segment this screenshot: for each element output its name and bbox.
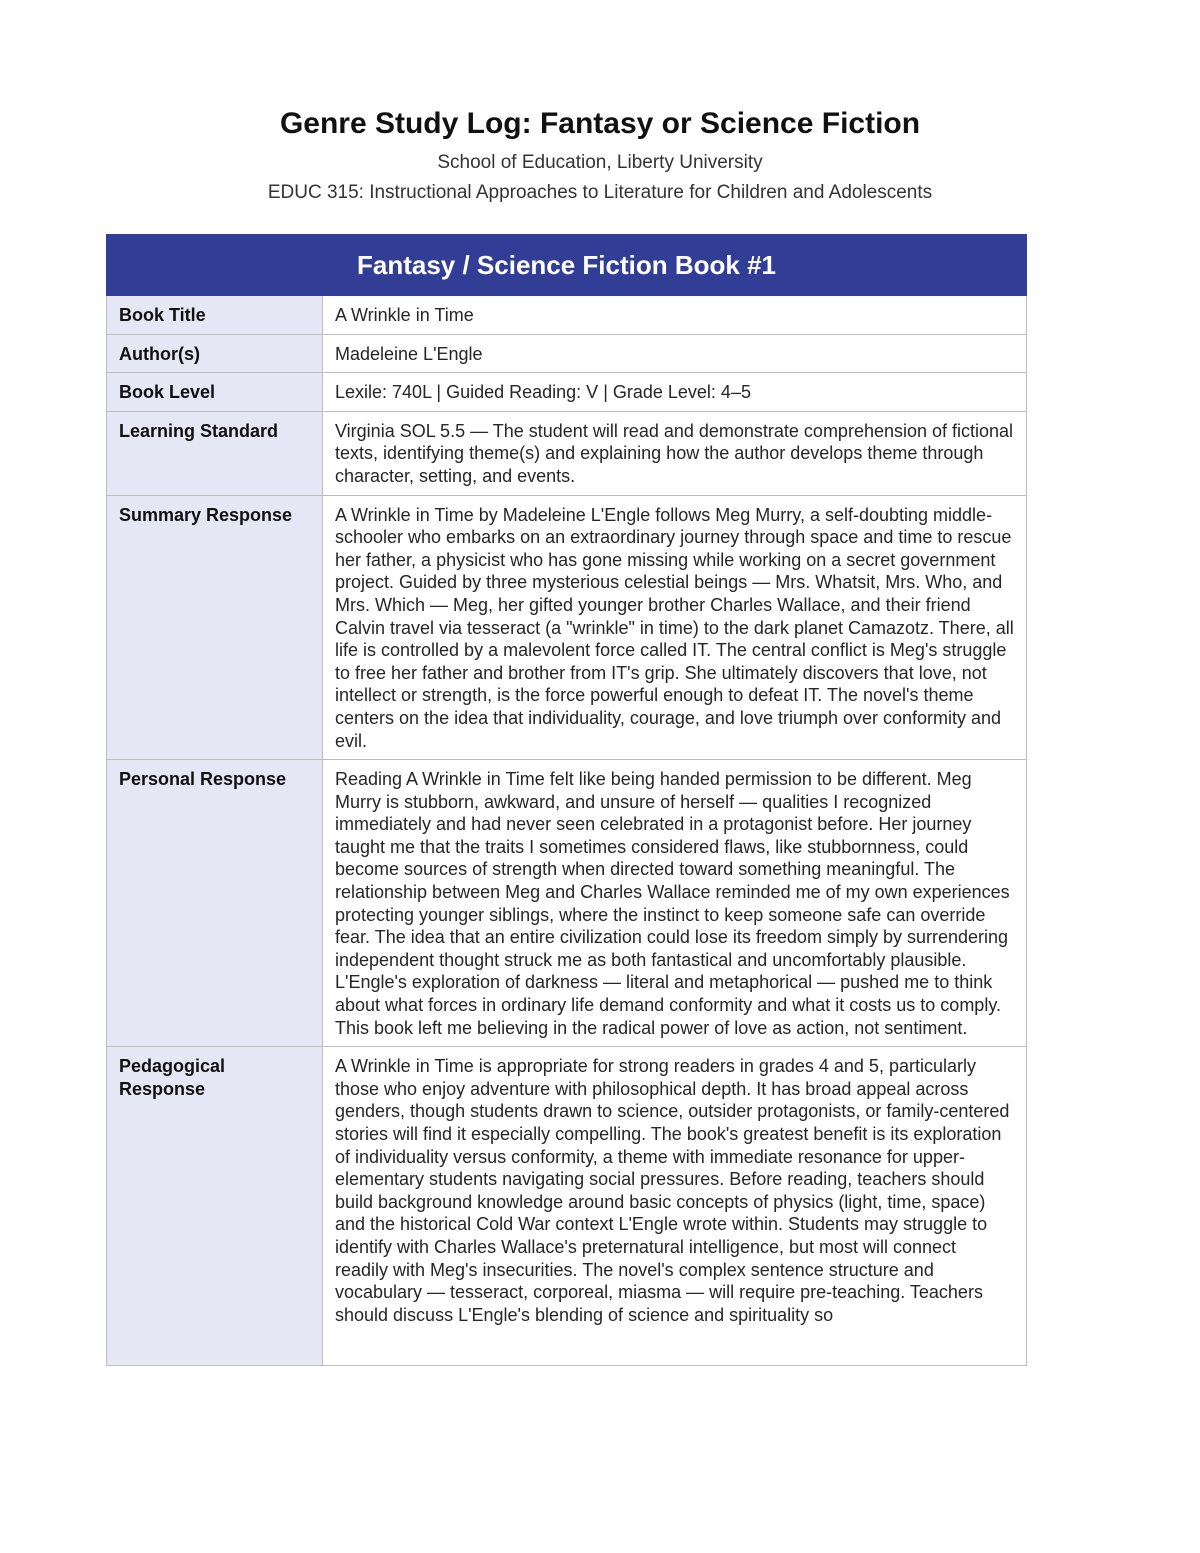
- table-banner-row: [107, 235, 1027, 296]
- table-row: [107, 373, 1027, 412]
- row-label-pedagogical-response: Pedagogical Response: [107, 1047, 323, 1366]
- document-header: [0, 104, 1200, 206]
- pedagogical-response-value: A Wrinkle in Time is appropriate for strong readers in grades 4 and 5, particularly those who enjoy adventure with philosophical depth. It has broad appeal across genders, though students drawn to science, outsider protagonists, or family-centered stories will find it especially compelling. The book's greatest benefit is its exploration of individuality versus conformity, a theme with immediate resonance for upper-elementary students navigating social pressures. Before reading, teachers should build background knowledge around basic concepts of physics (light, time, space) and the historical Cold War context L'Engle wrote within. Students may struggle to identify with Charles Wallace's preternatural intelligence, but most will connect readily with Meg's insecurities. The novel's complex sentence structure and vocabulary — tesseract, corporeal, miasma — will require pre-teaching. Teachers should discuss L'Engle's blending of science and spirituality so: [335, 1056, 1010, 1325]
- table-row: [107, 334, 1027, 373]
- book-level-value: Lexile: 740L | Guided Reading: V | Grade Level: 4–5: [323, 373, 1027, 412]
- school-name: School of Education, Liberty University: [437, 152, 763, 173]
- book-title-value: A Wrinkle in Time: [323, 296, 1027, 335]
- row-label-personal-response: Personal Response: [107, 760, 323, 1047]
- table-banner: Fantasy / Science Fiction Book #1: [107, 235, 1027, 296]
- row-label-summary-response: Summary Response: [107, 495, 323, 760]
- genre-log-table: [106, 234, 1027, 1366]
- table-row: [107, 1047, 1027, 1366]
- document-title: Genre Study Log: Fantasy or Science Fiction: [279, 107, 921, 140]
- learning-standard-value: Virginia SOL 5.5 — The student will read and demonstrate comprehension of fictional texts, identifying theme(s) and explaining how the author develops theme through character, setting, and events.: [323, 411, 1027, 495]
- row-label-authors: Author(s): [107, 334, 323, 373]
- row-label-book-level: Book Level: [107, 373, 323, 412]
- pedagogical-response-cell: [323, 1047, 1027, 1366]
- table-row: [107, 495, 1027, 760]
- summary-response-value: A Wrinkle in Time by Madeleine L'Engle follows Meg Murry, a self-doubting middle-schooler who embarks on an extraordinary journey through space and time to rescue her father, a physicist who has gone missing while working on a secret government project. Guided by three mysterious celestial beings — Mrs. Whatsit, Mrs. Who, and Mrs. Which — Meg, her gifted younger brother Charles Wallace, and their friend Calvin travel via tesseract (a "wrinkle" in time) to the dark planet Camazotz. There, all life is controlled by a malevolent force called IT. The central conflict is Meg's struggle to free her father and brother from IT's grip. She ultimately discovers that love, not intellect or strength, is the force powerful enough to defeat IT. The novel's theme centers on the idea that individuality, courage, and love triumph over conformity and evil.: [323, 495, 1027, 760]
- table-row: [107, 296, 1027, 335]
- course-name: EDUC 315: Instructional Approaches to Literature for Children and Adolescents: [267, 182, 933, 203]
- table-row: [107, 411, 1027, 495]
- table-row: [107, 760, 1027, 1047]
- row-label-book-title: Book Title: [107, 296, 323, 335]
- authors-value: Madeleine L'Engle: [323, 334, 1027, 373]
- personal-response-value: Reading A Wrinkle in Time felt like being handed permission to be different. Meg Murry is stubborn, awkward, and unsure of herself — qualities I recognized immediately and had never seen celebrated in a protagonist before. Her journey taught me that the traits I sometimes considered flaws, like stubbornness, could become sources of strength when directed toward something meaningful. The relationship between Meg and Charles Wallace reminded me of my own experiences protecting younger siblings, where the instinct to keep someone safe can override fear. The idea that an entire civilization could lose its freedom simply by surrendering independent thought struck me as both fantastical and uncomfortably plausible. L'Engle's exploration of darkness — literal and metaphorical — pushed me to think about what forces in ordinary life demand conformity and what it costs us to comply. This book left me believing in the radical power of love as action, not sentiment.: [323, 760, 1027, 1047]
- row-label-learning-standard: Learning Standard: [107, 411, 323, 495]
